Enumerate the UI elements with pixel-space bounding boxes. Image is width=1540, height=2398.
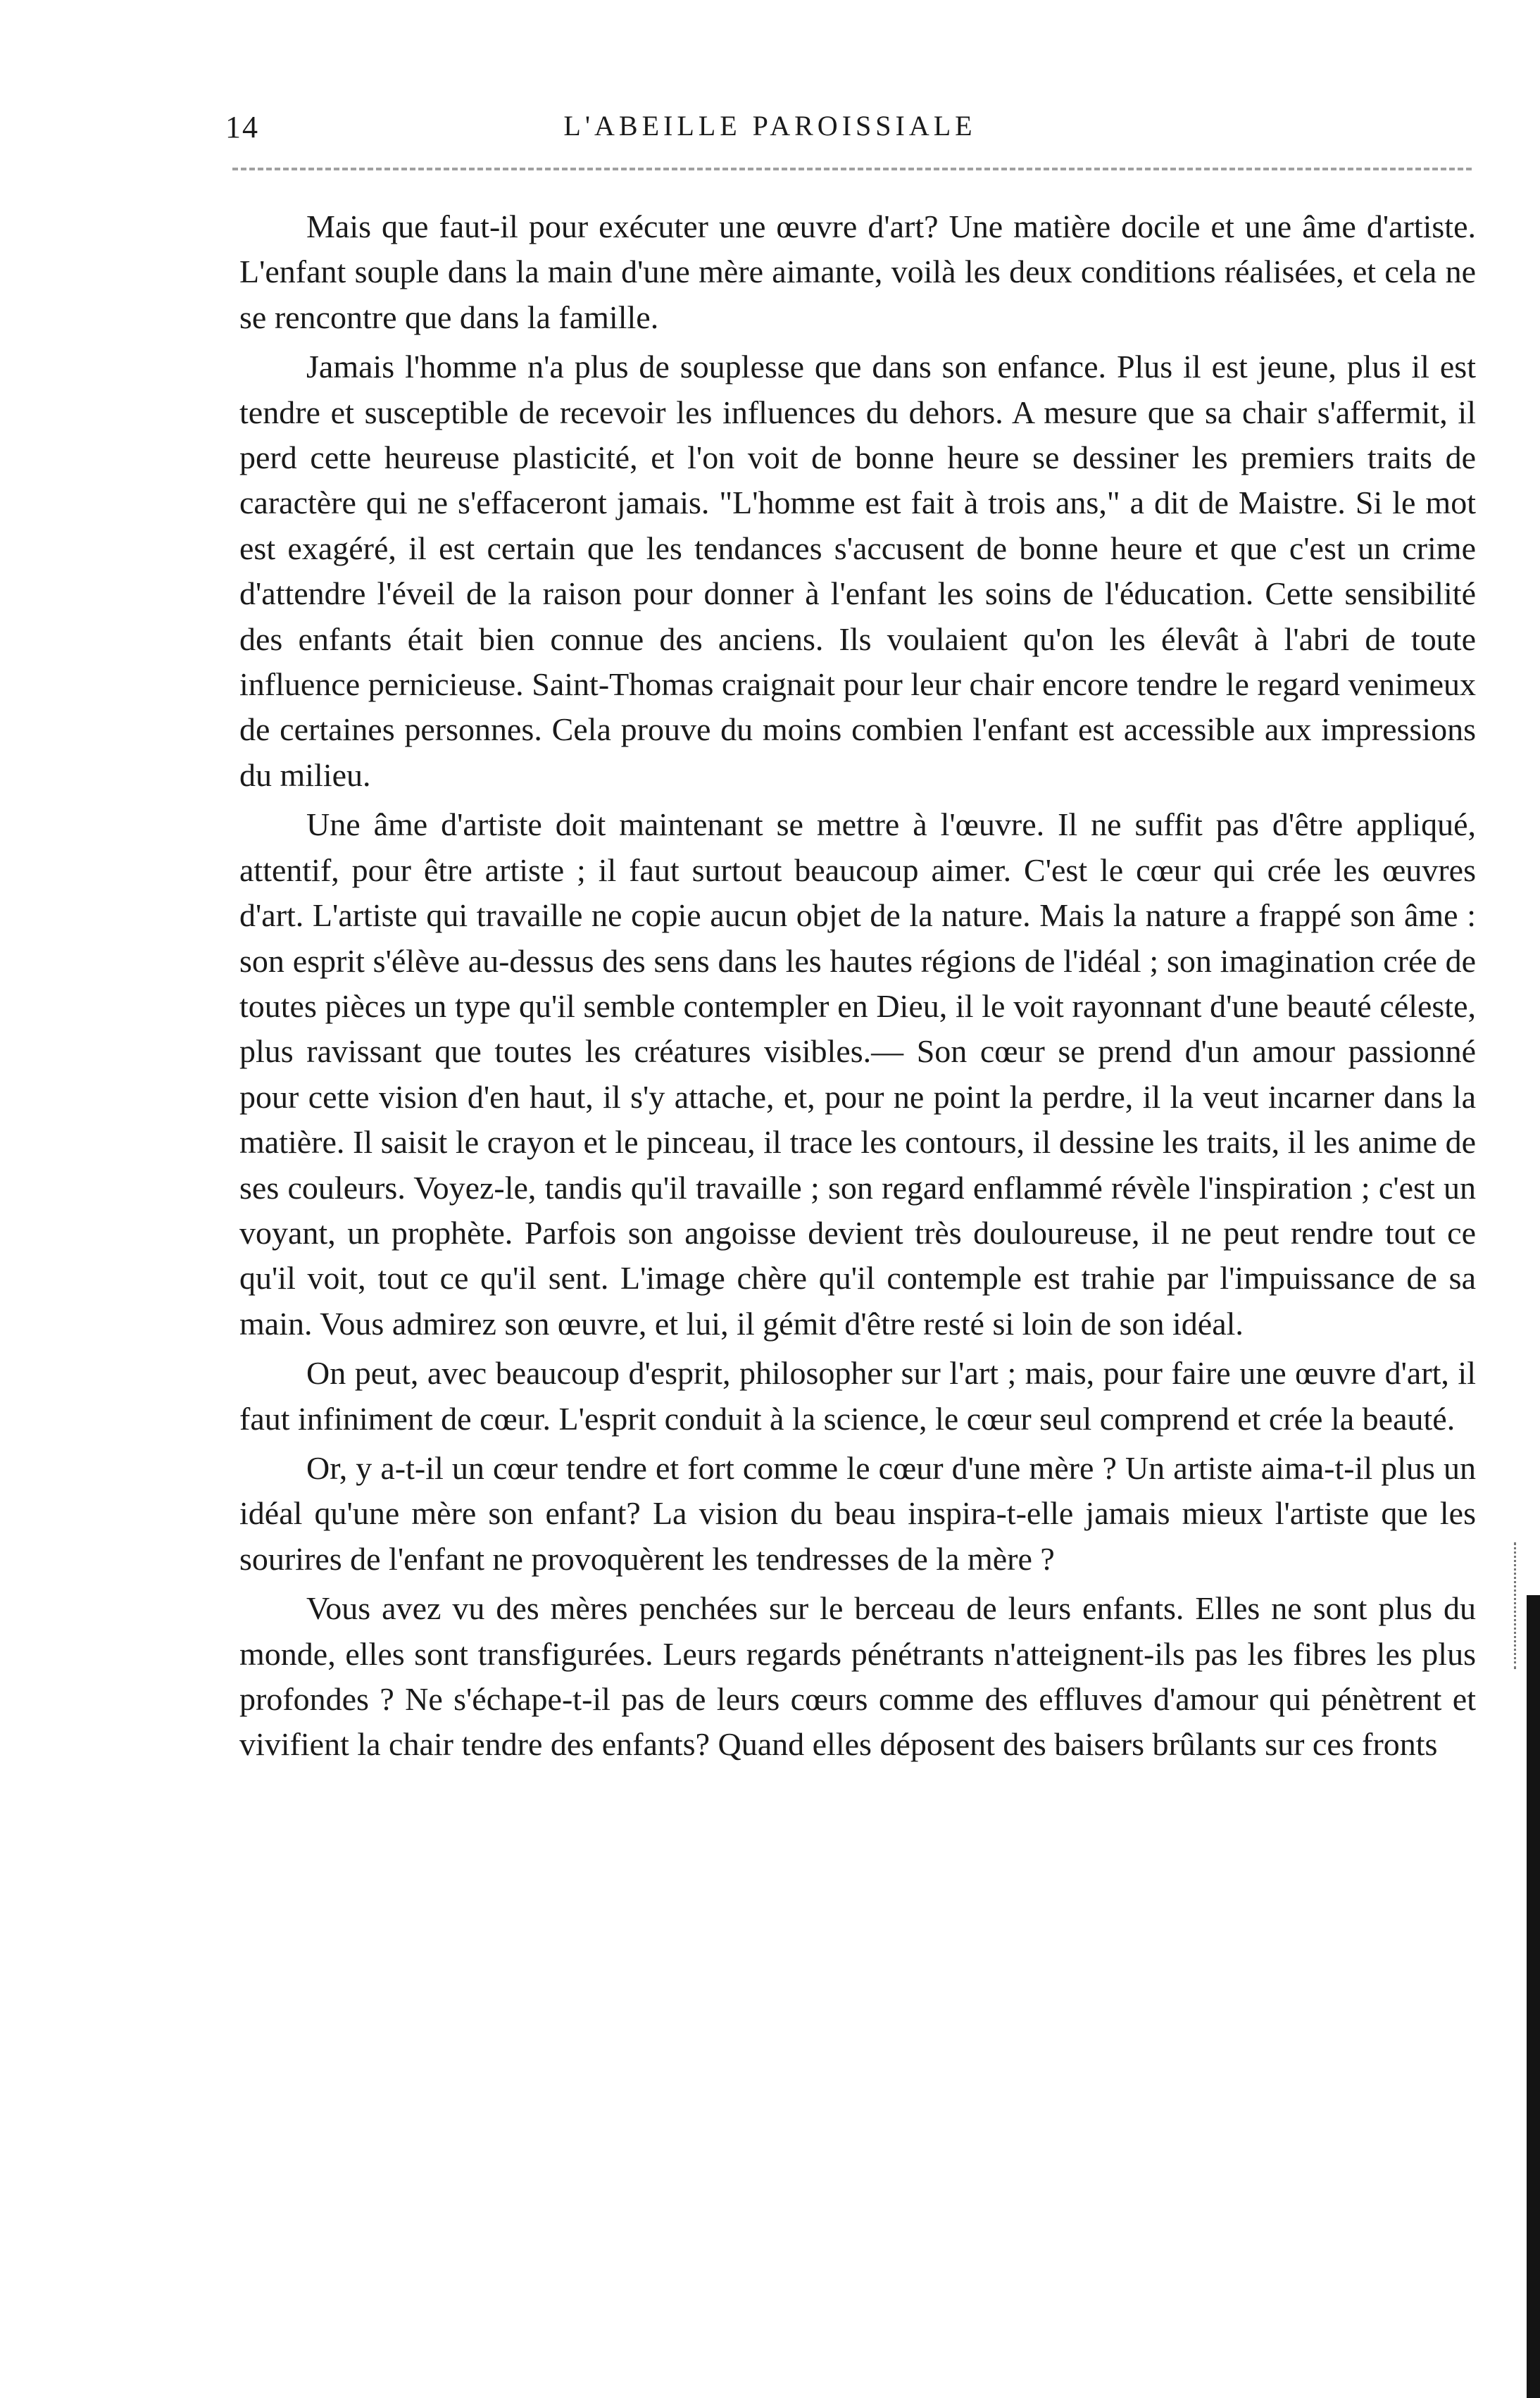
paragraph-4: On peut, avec beaucoup d'esprit, philosopher sur l'art ; mais, pour faire une œuvre d'art, il faut infiniment de cœur. L'esprit conduit à la science, le cœur seul comprend et crée la beauté.: [239, 1355, 1476, 1437]
running-title: L'ABEILLE PAROISSIALE: [563, 110, 977, 142]
body-text: [239, 204, 1476, 1772]
page-number: 14: [225, 110, 259, 144]
paragraph-3: Une âme d'artiste doit maintenant se mettre à l'œuvre. Il ne suffit pas d'être appliqué, attentif, pour être artiste ; il faut surtout beaucoup aimer. C'est le cœur qui crée les œuvres d'art. L'artiste qui travaille ne copie aucun objet de la nature. Mais la nature a frappé son âme : son esprit s'élève au-dessus des sens dans les hautes régions de l'idéal ; son imagination crée de toutes pièces un type qu'il semble contempler en Dieu, il le voit rayonnant d'une beauté céleste, plus ravissant que toutes les créatures visibles.— Son cœur se prend d'un amour passionné pour cette vision d'en haut, il s'y attache, et, pour ne point la perdre, il la veut incarner dans la matière. Il saisit le crayon et le pinceau, il trace les contours, il dessine les traits, il les anime de ses couleurs. Voyez-le, tandis qu'il travaille ; son regard enflammé révèle l'inspiration ; c'est un voyant, un prophète. Parfois son angoisse devient très douloureuse, il ne peut rendre tout ce qu'il voit, tout ce qu'il sent. L'image chère qu'il contemple est trahie par l'impuissance de sa main. Vous admirez son œuvre, et lui, il gémit d'être resté si loin de son idéal.: [239, 806, 1476, 1342]
paragraph-6: Vous avez vu des mères penchées sur le berceau de leurs enfants. Elles ne sont plus du monde, elles sont transfigurées. Leurs regards pénétrants n'atteignent-ils pas les fibres les plus profondes ? Ne s'échape-t-il pas de leurs cœurs comme des effluves d'amour qui pénètrent et vivifient la chair tendre des enfants? Quand elles déposent des baisers brûlants sur ces fronts: [239, 1590, 1476, 1763]
paragraph-1: Mais que faut-il pour exécuter une œuvre d'art? Une matière docile et une âme d'artiste. L'enfant souple dans la main d'une mère aimante, voilà les deux conditions réalisées, et cela ne se rencontre que dans la famille.: [239, 208, 1476, 335]
paragraph-5: Or, y a-t-il un cœur tendre et fort comme le cœur d'une mère ? Un artiste aima-t-il plus un idéal qu'une mère son enfant? La vision du beau inspira-t-elle jamais mieux l'artiste que les sourires de l'enfant ne provoquèrent les tendresses de la mère ?: [239, 1449, 1476, 1577]
paragraph-2: Jamais l'homme n'a plus de souplesse que dans son enfance. Plus il est jeune, plus il est tendre et susceptible de recevoir les influences du dehors. A mesure que sa chair s'affermit, il perd cette heureuse plasticité, et l'on voit de bonne heure se dessiner les premiers traits de caractère qui ne s'effaceront jamais. "L'homme est fait à trois ans," a dit de Maistre. Si le mot est exagéré, il est certain que les tendances s'accusent de bonne heure et que c'est un crime d'attendre l'éveil de la raison pour donner à l'enfant les soins de l'éducation. Cette sensibilité des enfants était bien connue des anciens. Ils voulaient qu'on les élevât à l'abri de toute influence pernicieuse. Saint-Thomas craignait pour leur chair encore tendre le regard venimeux de certaines personnes. Cela prouve du moins combien l'enfant est accessible aux impressions du milieu.: [239, 349, 1476, 793]
scan-edge-shadow: [1527, 1595, 1540, 2398]
header-rule: [232, 168, 1472, 170]
scan-edge-speckle: [1514, 1542, 1518, 1669]
